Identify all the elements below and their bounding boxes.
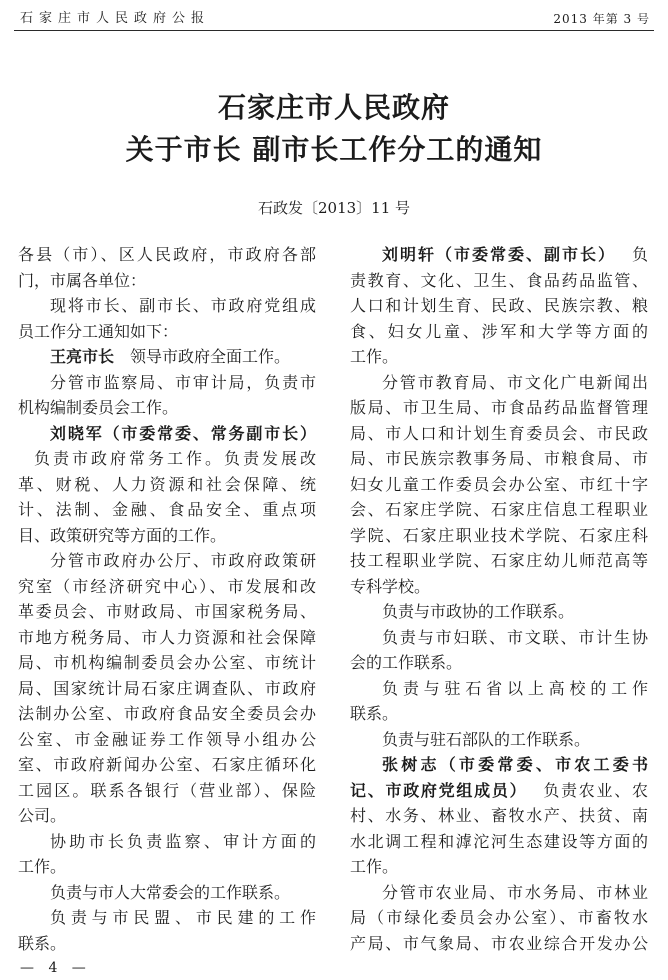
text-line: 负责与驻石部队的工作联系。 [382,729,591,749]
official-name: 王亮市长 [50,347,115,366]
text-line: 协助市长负责监察、审计方面的 [50,831,316,851]
text-line: 现将市长、副市长、市政府党组成 [50,296,316,315]
text-line: 版局、市卫生局、市食品药品监督管理 [350,398,648,417]
text-line: 公室、市金融证券工作领导小组办公 [18,729,316,749]
text-line: 公司。 [18,806,67,825]
text-line: 计、法制、金融、食品安全、重点项 [18,500,316,519]
document-title-line-1: 石家庄市人民政府 [217,91,450,124]
text-line: 法制办公室、市政府食品安全委员会办 [18,704,316,723]
text-line: 技工程职业学院、石家庄幼儿师范高等 [350,551,648,570]
text-line: 负责市政府常务工作。负责发展改 [34,449,316,468]
official-name: 记、市政府党组成员） [350,780,528,800]
line-text: 负 [631,245,648,264]
text-line: 局、市机构编制委员会办公室、市统计 [18,653,316,672]
text-line: 专科学校。 [350,576,431,596]
document-title-line-2: 关于市长 副市长工作分工的通知 [125,133,543,166]
text-line: 联系。 [18,933,67,953]
text-line: 局、国家统计局石家庄调查队、市政府 [18,678,316,698]
text-line [18,421,316,447]
text-line: 会、石家庄学院、石家庄信息工程职业 [350,500,648,519]
text-line: 目、政策研究等方面的工作。 [18,525,227,545]
text-line: 食、妇女儿童、涉军和大学等方面的 [350,321,648,341]
text-line: 局、市民族宗教事务局、市粮食局、市 [350,449,648,468]
text-line: 革委员会、市财政局、市国家税务局、 [18,602,316,621]
official-name: 刘明轩（市委常委、副市长） [382,245,616,264]
text-line: 工园区。联系各银行（营业部）、保险 [18,780,316,800]
official-name: 张树志（市委常委、市农工委书 [382,755,648,774]
text-line: 学院、石家庄职业技术学院、石家庄科 [350,525,648,545]
text-line: 分管市监察局、市审计局，负责市 [50,372,316,392]
right-column [350,242,648,956]
text-line: 负责与市人大常委会的工作联系。 [50,882,291,902]
text-line: 联系。 [350,704,399,723]
text-line [350,242,648,268]
text-line: 门，市属各单位： [18,270,147,290]
left-column [18,242,316,956]
text-line: 室、市政府新闻办公室、石家庄循环化 [18,755,316,774]
text-line: 各县（市）、区人民政府，市政府各部 [18,245,316,264]
text-line: 革、财税、人力资源和社会保障、统 [18,474,316,494]
publication-name: 石家庄市人民政府公报 [20,11,211,26]
text-line [18,344,316,370]
text-line: 村、水务、林业、畜牧水产、扶贫、南 [350,806,648,825]
text-line: 分管市政府办公厅、市政府政策研 [50,551,316,570]
text-line: 产局、市气象局、市农业综合开发办公 [350,933,648,953]
text-line: 妇女儿童工作委员会办公室、市红十字 [350,474,648,494]
text-line: 究室（市经济研究中心）、市发展和改 [18,576,316,596]
text-line: 水北调工程和滹沱河生态建设等方面的 [350,831,648,851]
text-line: 分管市农业局、市水务局、市林业 [382,882,648,902]
official-name: 刘晓军（市委常委、常务副市长） [50,423,316,443]
line-text: 负责农业、农 [543,780,648,800]
text-line: 责教育、文化、卫生、食品药品监管、 [350,270,648,290]
text-line: 负责与市政协的工作联系。 [382,602,575,621]
text-line [350,778,648,804]
text-line: 员工作分工通知如下： [18,321,179,341]
text-line: 机构编制委员会工作。 [18,398,179,417]
text-line: 人口和计划生育、民政、民族宗教、粮 [350,296,648,315]
gazette-header [14,7,654,31]
text-line: 工作。 [350,347,399,366]
text-line: 会的工作联系。 [350,653,463,672]
text-line: 负责与市妇联、市文联、市计生协 [382,627,648,647]
text-line: 局（市绿化委员会办公室）、市畜牧水 [350,908,648,927]
line-text: 领导市政府全面工作。 [130,347,291,366]
text-line: 分管市教育局、市文化广电新闻出 [382,372,648,392]
text-line: 市地方税务局、市人力资源和社会保障 [18,627,316,647]
text-line: 工作。 [18,857,67,876]
text-line [350,752,648,778]
text-line: 负责与市民盟、市民建的工作 [50,908,316,927]
issue-number: 2013 年第 3 号 [553,12,650,26]
text-line: 工作。 [350,857,399,876]
document-number: 石政发〔2013〕11 号 [257,199,411,217]
text-line: 局、市人口和计划生育委员会、市民政 [350,423,648,443]
text-line: 负责与驻石省以上高校的工作 [382,678,648,698]
page-number: — 4 — [20,960,91,976]
